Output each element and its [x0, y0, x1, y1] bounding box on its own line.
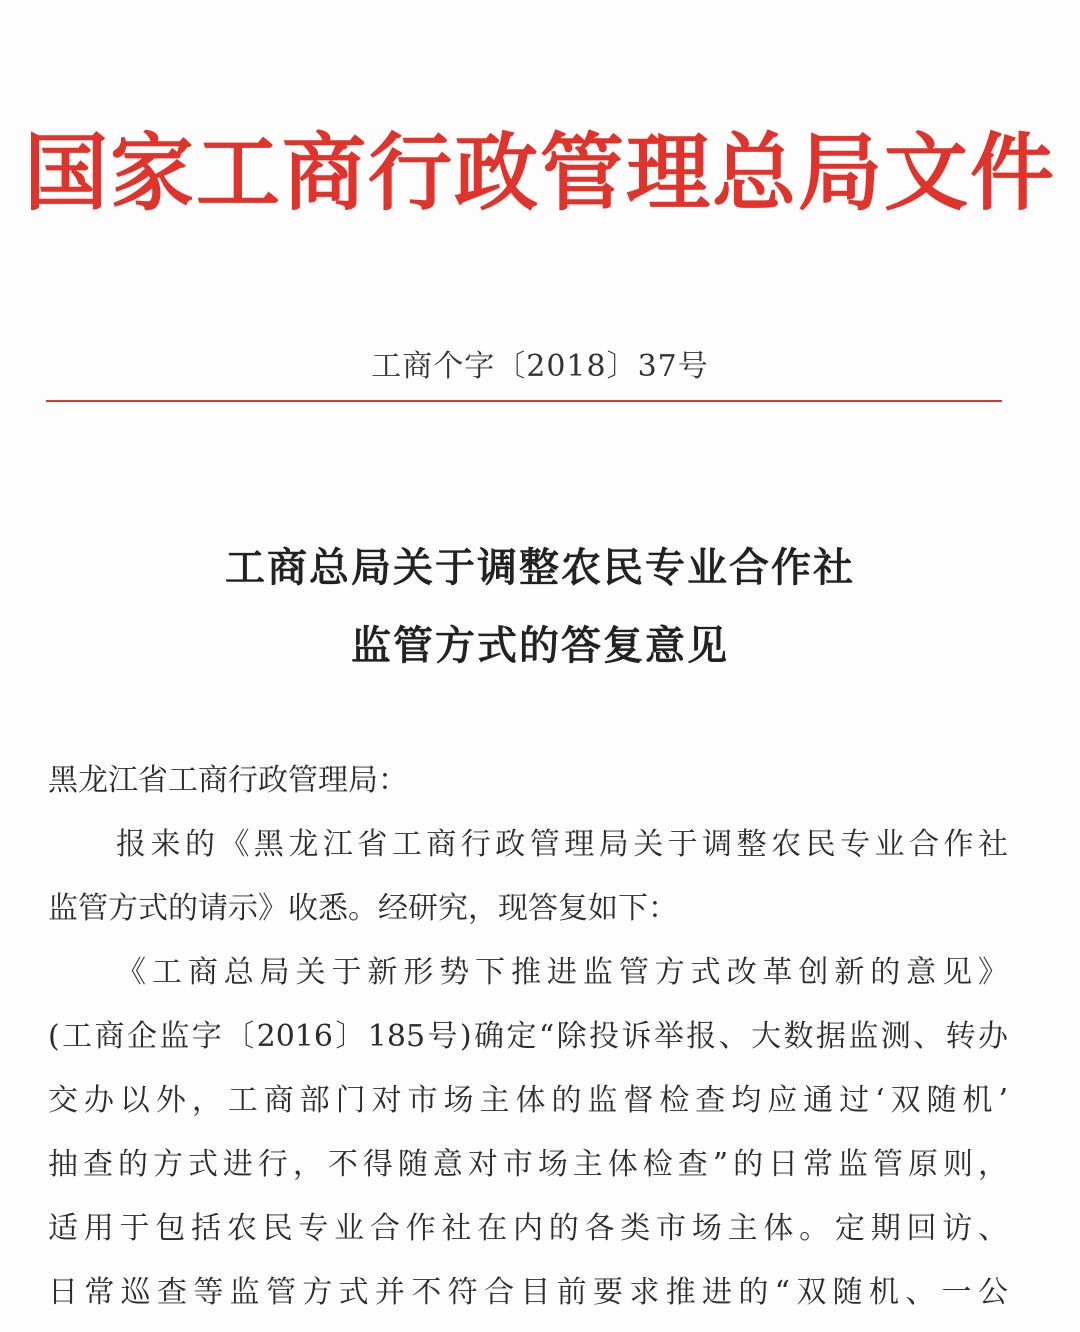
document-number: 工商个字〔2018〕37号: [371, 349, 709, 384]
body-line-4: (工商企监字〔2016〕185号)确定“除投诉举报、大数据监测、转办: [48, 1019, 1008, 1054]
body-line-2: 监管方式的请示》收悉。经研究，现答复如下：: [48, 891, 678, 926]
body-line-1: 报来的《黑龙江省工商行政管理局关于调整农民专业合作社: [116, 827, 1008, 862]
issuer-header: 国家工商行政管理总局文件: [23, 123, 1056, 222]
document-title-line-2: 监管方式的答复意见: [351, 622, 729, 669]
addressee: 黑龙江省工商行政管理局：: [48, 763, 408, 798]
body-line-3: 《工商总局关于新形势下推进监管方式改革创新的意见》: [116, 955, 1008, 990]
body-line-6: 抽查的方式进行，不得随意对市场主体检查”的日常监管原则，: [48, 1147, 1008, 1182]
document-title-line-1: 工商总局关于调整农民专业合作社: [225, 544, 855, 591]
body-line-7: 适用于包括农民专业合作社在内的各类市场主体。定期回访、: [48, 1211, 1008, 1246]
red-divider-line: [46, 400, 1002, 402]
body-line-8: 日常巡查等监管方式并不符合目前要求推进的“双随机、一公: [48, 1275, 1008, 1310]
body-line-5: 交办以外，工商部门对市场主体的监督检查均应通过‘双随机’: [48, 1083, 1008, 1118]
